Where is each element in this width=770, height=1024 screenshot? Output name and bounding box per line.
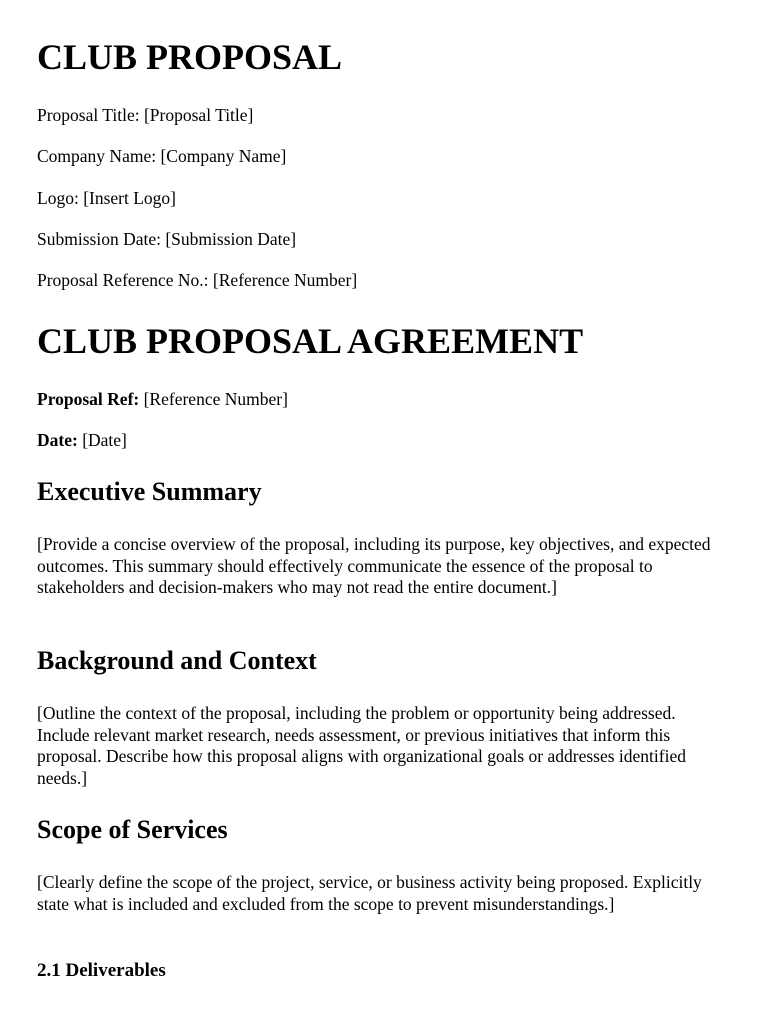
scope-body: [Clearly define the scope of the project, service, or business activity being proposed. Explicitly state what is included and excluded from the scope to prevent misunderstandings.] — [37, 872, 702, 914]
scope-heading: Scope of Services — [37, 815, 228, 844]
field-label: Logo: — [37, 188, 79, 208]
executive-summary-heading: Executive Summary — [37, 477, 262, 506]
company-name-field — [37, 145, 286, 167]
deliverables-heading: 2.1 Deliverables — [37, 960, 166, 981]
field-label: Company Name: — [37, 146, 157, 166]
field-value: [Reference Number] — [212, 270, 358, 290]
background-heading: Background and Context — [37, 646, 317, 675]
background-body: [Outline the context of the proposal, including the problem or opportunity being addressed. Include relevant market research, needs assessment, or previous initiatives that inform this proposal. Describe how this proposal aligns with organizational goals or addresses identified needs.] — [37, 703, 686, 788]
field-value: [Proposal Title] — [143, 105, 254, 125]
field-label: Proposal Reference No.: — [37, 270, 209, 290]
field-value: [Date] — [82, 430, 127, 450]
field-label: Date: — [37, 430, 78, 450]
submission-date-field — [37, 228, 296, 250]
reference-number-field — [37, 269, 357, 291]
agreement-title: CLUB PROPOSAL AGREEMENT — [37, 321, 584, 361]
logo-field — [37, 187, 176, 209]
executive-summary-body: [Provide a concise overview of the proposal, including its purpose, key objectives, and expected outcomes. This summary should effectively communicate the essence of the proposal to stakeholders and decision-makers who may not read the entire document.] — [37, 534, 711, 597]
field-value: [Submission Date] — [165, 229, 297, 249]
date-field — [37, 429, 127, 451]
proposal-ref-field — [37, 388, 288, 410]
field-label: Submission Date: — [37, 229, 161, 249]
field-value: [Reference Number] — [143, 389, 288, 409]
field-value: [Insert Logo] — [83, 188, 177, 208]
proposal-title-field — [37, 104, 253, 126]
page-title: CLUB PROPOSAL — [37, 37, 343, 77]
field-label: Proposal Ref: — [37, 389, 140, 409]
field-value: [Company Name] — [160, 146, 287, 166]
field-label: Proposal Title: — [37, 105, 140, 125]
